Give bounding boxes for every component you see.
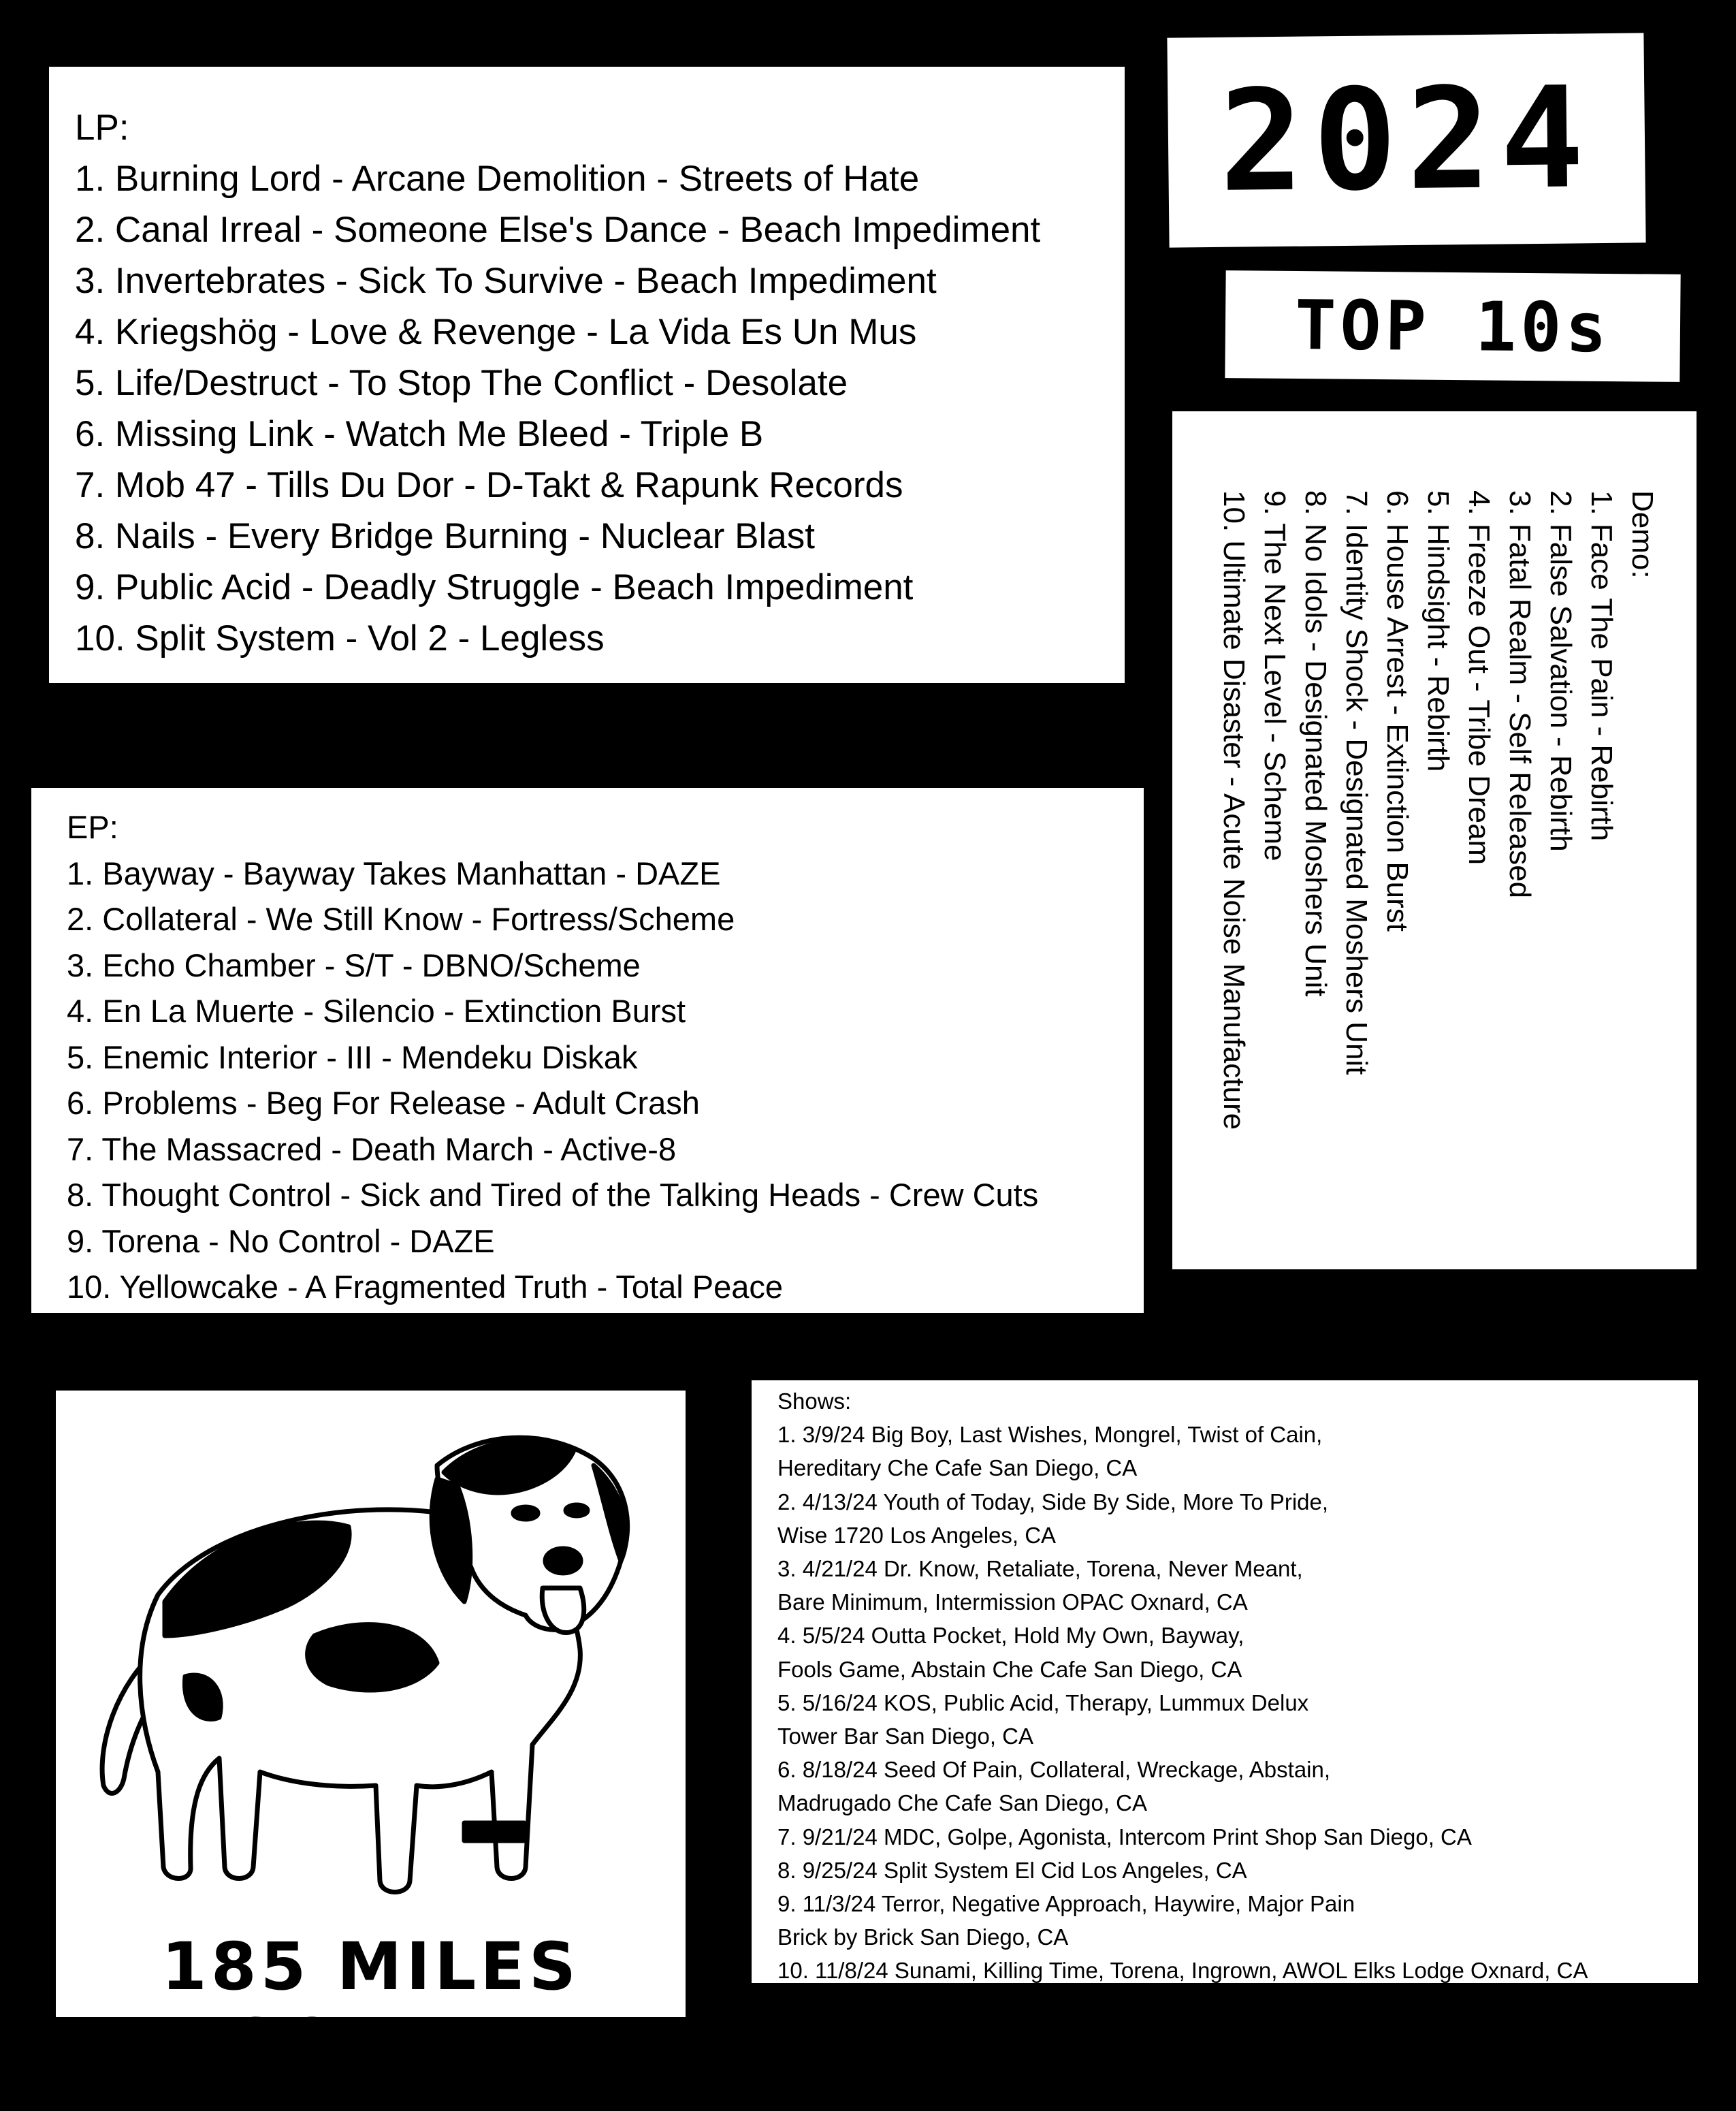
list-item: Wise 1720 Los Angeles, CA <box>777 1522 1057 1548</box>
list-item: 10. Split System - Vol 2 - Legless <box>75 618 605 658</box>
list-item: 9. Torena - No Control - DAZE <box>67 1222 495 1259</box>
list-item: Bare Minimum, Intermission OPAC Oxnard, CA <box>777 1589 1248 1615</box>
list-item: 8. Nails - Every Bridge Burning - Nuclear Blast <box>75 516 815 556</box>
list-item: 5. Hindsight - Rebirth <box>1421 490 1455 772</box>
list-item: 10. Ultimate Disaster - Acute Noise Manufacture <box>1217 490 1251 1130</box>
top10s-label <box>1225 270 1680 382</box>
list-item: 8. 9/25/24 Split System El Cid Los Angeles, CA <box>777 1857 1247 1883</box>
list-item: 7. 9/21/24 MDC, Golpe, Agonista, Intercom Print Shop San Diego, CA <box>777 1824 1472 1850</box>
list-item: 1. Bayway - Bayway Takes Manhattan - DAZE <box>67 855 721 891</box>
list-item: 9. The Next Level - Scheme <box>1258 490 1291 861</box>
logo-card <box>56 1391 686 2081</box>
list-item: 3. Echo Chamber - S/T - DBNO/Scheme <box>67 947 641 983</box>
ep-list <box>67 851 1144 1310</box>
list-item: Hereditary Che Cafe San Diego, CA <box>777 1455 1138 1481</box>
lp-list <box>75 153 1125 664</box>
list-item: 10. 11/8/24 Sunami, Killing Time, Torena, Ingrown, AWOL Elks Lodge Oxnard, CA <box>777 1958 1588 1984</box>
list-item: Fools Game, Abstain Che Cafe San Diego, CA <box>777 1656 1242 1682</box>
shows-title: Shows: <box>777 1388 852 1414</box>
list-item: 1. 3/9/24 Big Boy, Last Wishes, Mongrel, Twist of Cain, <box>777 1422 1323 1448</box>
list-item: 4. En La Muerte - Silencio - Extinction Burst <box>67 993 686 1029</box>
list-item: 4. Freeze Out - Tribe Dream <box>1462 490 1496 866</box>
lp-list-card <box>49 67 1125 683</box>
list-item: 5. Enemic Interior - III - Mendeku Diskak <box>67 1038 638 1075</box>
list-item: Madrugado Che Cafe San Diego, CA <box>777 1790 1147 1816</box>
list-item: 6. House Arrest - Extinction Burst <box>1381 490 1414 932</box>
list-item: 2. False Salvation - Rebirth <box>1544 490 1577 852</box>
list-item: 10. Yellowcake - A Fragmented Truth - Total Peace <box>67 1269 784 1305</box>
lp-title: LP: <box>75 108 129 148</box>
list-item: 3. 4/21/24 Dr. Know, Retaliate, Torena, Never Meant, <box>777 1556 1303 1582</box>
top10s-text: TOP 10s <box>1294 285 1611 368</box>
list-item: 9. 11/3/24 Terror, Negative Approach, Haywire, Major Pain <box>777 1891 1355 1917</box>
year-label <box>1167 33 1645 247</box>
ep-title: EP: <box>67 809 118 845</box>
list-item: 1. Face The Pain - Rebirth <box>1585 490 1618 842</box>
list-item: 9. Public Acid - Deadly Struggle - Beach Impediment <box>75 567 914 607</box>
saint-bernard-dog-icon <box>56 1391 686 1922</box>
list-item: 7. Identity Shock - Designated Moshers Unit <box>1340 490 1373 1075</box>
list-item: 1. Burning Lord - Arcane Demolition - Streets of Hate <box>75 159 920 199</box>
ep-list-card <box>31 788 1144 1313</box>
list-item: Tower Bar San Diego, CA <box>777 1724 1034 1749</box>
list-item: 6. Missing Link - Watch Me Bleed - Triple B <box>75 414 764 454</box>
demo-list-card <box>1172 411 1697 1269</box>
list-item: 5. Life/Destruct - To Stop The Conflict - Desolate <box>75 363 848 403</box>
list-item: 7. Mob 47 - Tills Du Dor - D-Takt & Rapunk Records <box>75 465 903 505</box>
demo-rotated-block <box>1213 490 1662 1205</box>
list-item: 3. Invertebrates - Sick To Survive - Beach Impediment <box>75 261 937 301</box>
list-item: 6. Problems - Beg For Release - Adult Crash <box>67 1085 700 1121</box>
list-item: 3. Fatal Realm - Self Released <box>1503 490 1537 899</box>
shows-list-card <box>752 1380 1698 1983</box>
list-item: 2. Collateral - We Still Know - Fortress/Scheme <box>67 901 735 937</box>
list-item: Brick by Brick San Diego, CA <box>777 1924 1069 1950</box>
list-item: 4. Kriegshög - Love & Revenge - La Vida Es Un Mus <box>75 312 917 352</box>
demo-list <box>1213 490 1622 1205</box>
list-item: 8. No Idols - Designated Moshers Unit <box>1299 490 1332 997</box>
list-item: 7. The Massacred - Death March - Active-8 <box>67 1130 677 1167</box>
shows-list <box>777 1418 1698 1987</box>
list-item: 6. 8/18/24 Seed Of Pain, Collateral, Wreckage, Abstain, <box>777 1757 1331 1783</box>
list-item: 4. 5/5/24 Outta Pocket, Hold My Own, Bayway, <box>777 1623 1244 1649</box>
brand-name: 185 MILES SOUTH <box>161 1929 580 2081</box>
list-item: 5. 5/16/24 KOS, Public Acid, Therapy, Lummux Delux <box>777 1689 1309 1715</box>
year-text: 2024 <box>1218 57 1595 223</box>
list-item: 2. Canal Irreal - Someone Else's Dance - Beach Impediment <box>75 210 1041 250</box>
list-item: 8. Thought Control - Sick and Tired of the Talking Heads - Crew Cuts <box>67 1177 1039 1213</box>
list-item: 2. 4/13/24 Youth of Today, Side By Side, More To Pride, <box>777 1489 1329 1514</box>
demo-title: Demo: <box>1626 490 1659 579</box>
